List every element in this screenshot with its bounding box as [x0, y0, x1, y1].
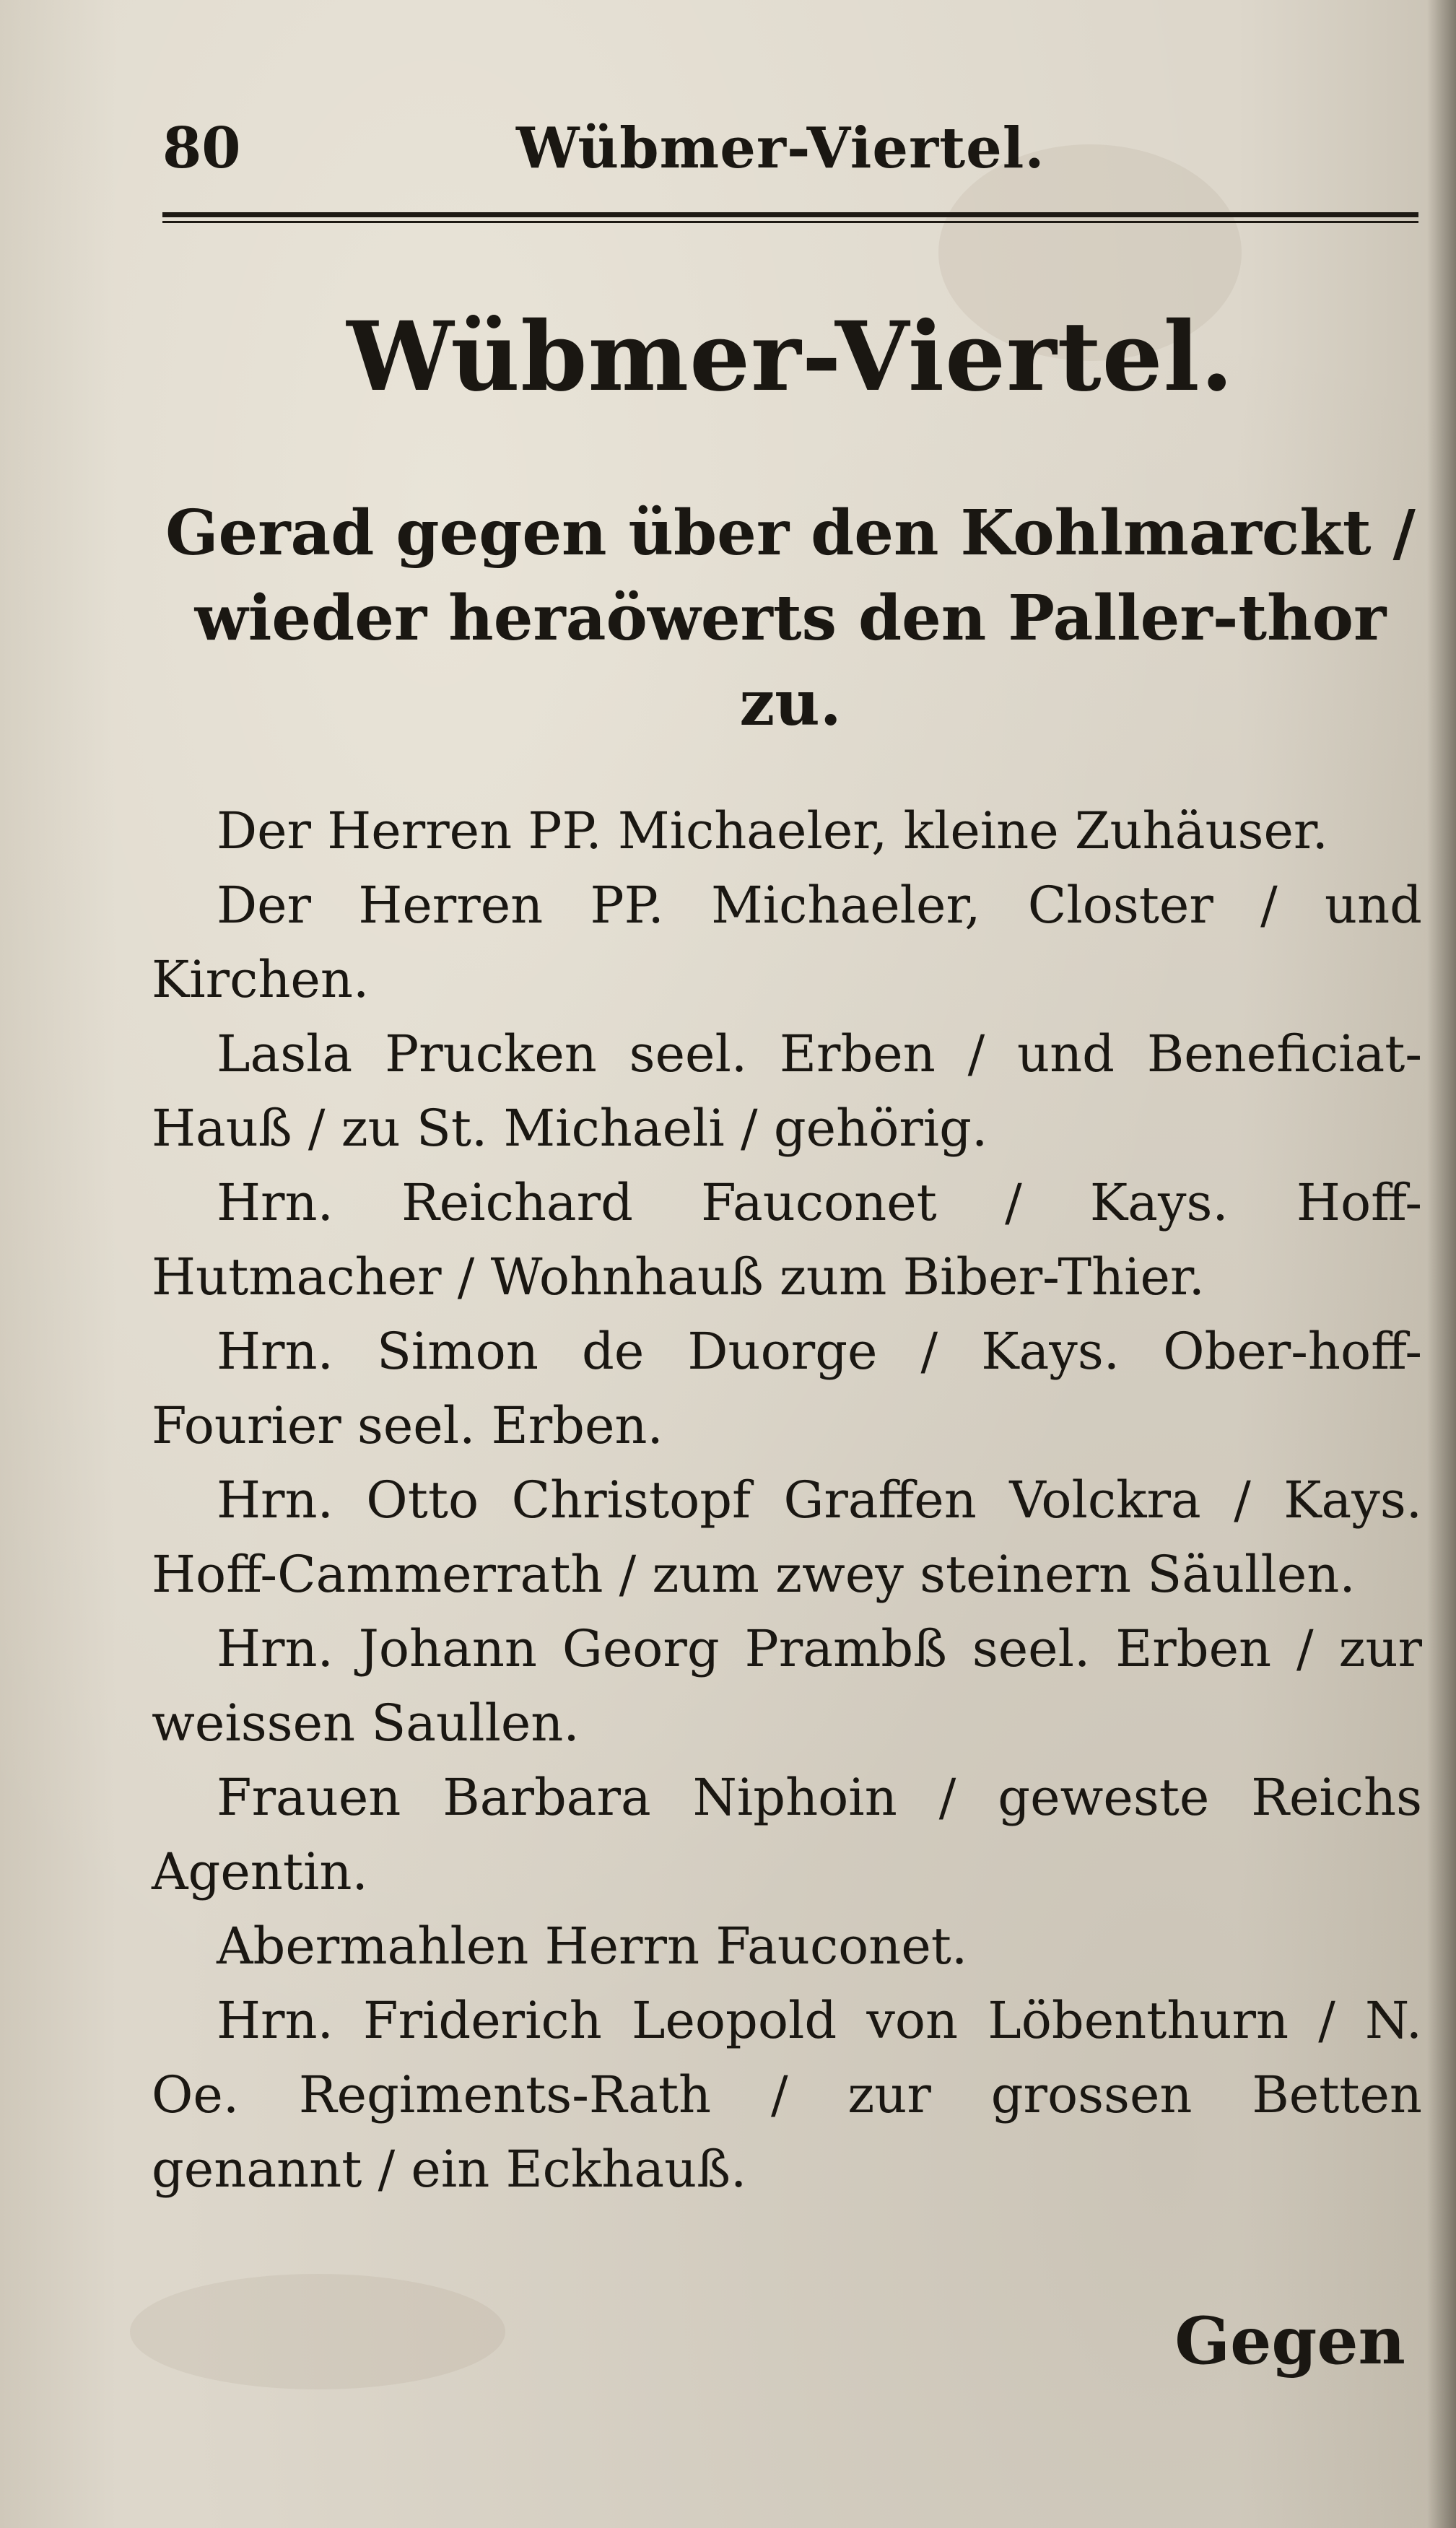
- header-rule-thin: [162, 221, 1418, 223]
- header-rule: [162, 212, 1418, 217]
- list-item: Abermahlen Herrn Fauconet.: [217, 1917, 968, 1976]
- paper-stain: [130, 2274, 505, 2389]
- list-item: Hrn. Simon de Duorge / Kays. Ober-hoff-Fourier seel. Erben.: [152, 1322, 1422, 1455]
- list-item: Der Herren PP. Michaeler, Closter / und Kirchen.: [152, 876, 1422, 1009]
- page-number: 80: [162, 115, 241, 181]
- catchword: Gegen: [1174, 2303, 1405, 2379]
- section-title: Wübmer-Viertel.: [346, 301, 1234, 413]
- list-item: Hrn. Reichard Fauconet / Kays. Hoff-Hutmacher / Wohnhauß zum Biber-Thier.: [152, 1173, 1422, 1307]
- list-item: Lasla Prucken seel. Erben / und Beneficiat-Hauß / zu St. Michaeli / gehörig.: [152, 1024, 1422, 1158]
- section-subtitle: Gerad gegen über den Kohlmarckt / wieder heraöwerts den Paller-thor zu.: [165, 497, 1416, 740]
- list-item: Hrn. Friderich Leopold von Löbenthurn / N. Oe. Regiments-Rath / zur grossen Betten genannt / ein Eckhauß.: [152, 1991, 1422, 2199]
- list-item: Frauen Barbara Niphoin / geweste Reichs Agentin.: [152, 1768, 1422, 1901]
- list-item: Hrn. Johann Georg Prambß seel. Erben / zur weissen Saullen.: [152, 1619, 1422, 1753]
- list-item: Der Herren PP. Michaeler, kleine Zuhäuser.: [217, 801, 1328, 860]
- page-gutter-shadow: [1427, 0, 1456, 2528]
- list-item: Hrn. Otto Christopf Graffen Volckra / Kays. Hoff-Cammerrath / zum zwey steinern Säullen.: [152, 1470, 1422, 1604]
- running-head: [162, 108, 1418, 195]
- entry-list: [152, 794, 1422, 2207]
- running-title: Wübmer-Viertel.: [516, 115, 1045, 181]
